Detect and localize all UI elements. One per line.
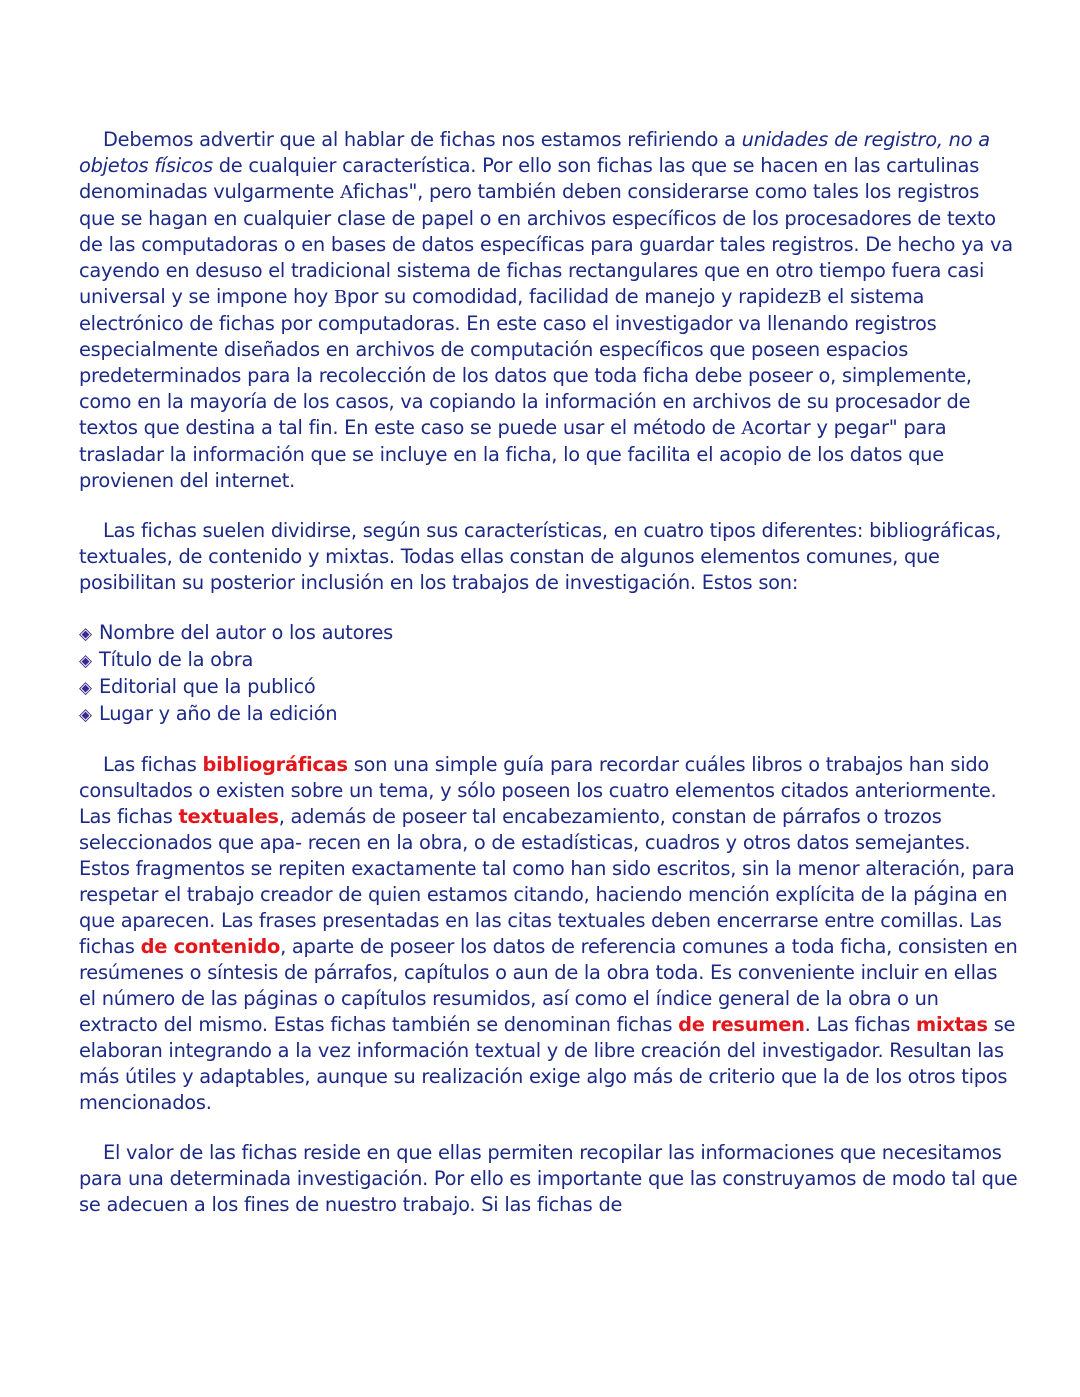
diamond-bullet-icon: ◈ xyxy=(79,651,92,671)
text-span: por su comodidad, facilidad de manejo y rapidez xyxy=(346,285,809,308)
encoding-glyph: B xyxy=(333,287,347,308)
text-span: . Las fichas xyxy=(804,1013,917,1036)
highlight-bibliograficas: bibliográficas xyxy=(202,753,348,776)
list-item xyxy=(79,620,1019,647)
text-span: , aparte de poseer los datos de referencia comunes a toda ficha, consisten en resúmenes o síntesis de párrafos, capítulos o aun de la obra toda. Es conveniente incluir en ellas el número de las páginas o capítulos resumidos, así como el índice general de la obra o un extracto del mismo. Estas fichas también se denominan fichas xyxy=(79,935,1018,1036)
encoding-glyph: A xyxy=(340,182,353,203)
list-item xyxy=(79,674,1019,701)
text-span: Las fichas xyxy=(103,753,203,776)
list-item-text: Lugar y año de la edición xyxy=(99,702,338,725)
encoding-glyph: A xyxy=(741,418,755,439)
diamond-bullet-icon: ◈ xyxy=(79,705,92,725)
paragraph-valor-fichas: El valor de las fichas reside en que ellas permiten recopilar las informaciones que necesitamos para una determinada investigación. Por ello es importante que las construyamos de modo tal que se adecuen a los fines de nuestro trabajo. Si las fichas de xyxy=(79,1141,1018,1216)
list-item-text: Editorial que la publicó xyxy=(99,675,316,698)
highlight-textuales: textuales xyxy=(178,805,279,828)
text-span: el sistema electrónico de fichas por computadoras. En este caso el investigador va llenando registros especialmente diseñados en archivos de computación específicos que poseen espacios predeterminados para la recolección de los datos que toda ficha debe poseer o, simplemente, como en la mayoría de los casos, va copiando la información en archivos de su procesador de textos que destina a tal fin. En este caso se puede usar el método de xyxy=(79,285,972,439)
highlight-de-contenido: de contenido xyxy=(140,935,281,958)
text-span: se elaboran integrando a la vez información textual y de libre creación del investigador. Resultan las más útiles y adaptables, aunque su realización exige algo más de criterio que la de los otros tipos mencionados. xyxy=(79,1013,1016,1114)
list-item xyxy=(79,647,1019,674)
encoding-glyph: B xyxy=(808,287,822,308)
text-span: fichas", pero también deben considerarse como tales los registros que se hagan en cualquier clase de papel o en archivos específicos de los procesadores de texto de las computadoras o en bases de datos específicas para guardar tales registros. De hecho ya va cayendo en desuso el tradicional sistema de fichas rectangulares que en otro tiempo fuera casi universal y se impone hoy xyxy=(79,180,1013,308)
common-elements-list xyxy=(79,620,1019,728)
list-item-text: Nombre del autor o los autores xyxy=(99,621,394,644)
highlight-de-resumen: de resumen xyxy=(678,1013,805,1036)
text-span: de cualquier característica. Por ello son fichas las que se hacen en las cartulinas denominadas vulgarmente xyxy=(79,154,980,203)
list-item-text: Título de la obra xyxy=(99,648,254,671)
text-span: son una simple guía para recordar cuáles libros o trabajos han sido consultados o existen sobre un tema, y sólo poseen los cuatro elementos citados anteriormente. Las fichas xyxy=(79,753,997,828)
text-span: , además de poseer tal encabezamiento, constan de párrafos o trozos seleccionados que apa- recen en la obra, o de estadísticas, cuadros y otros datos semejantes. Estos fragmentos se repiten exactamente tal como han sido escritos, sin la menor alteración, para respetar el trabajo creador de quien estamos citando, haciendo mención explícita de la página en que aparecen. Las frases presentadas en las citas textuales deben encerrarse entre comillas. Las fichas xyxy=(79,805,1015,958)
text-span: cortar y pegar" para trasladar la información que se incluye en la ficha, lo que facilita el acopio de los datos que provienen del internet. xyxy=(79,416,947,492)
document-page xyxy=(79,127,1019,1242)
diamond-bullet-icon: ◈ xyxy=(79,624,92,644)
diamond-bullet-icon: ◈ xyxy=(79,678,92,698)
text-span: Debemos advertir que al hablar de fichas nos estamos refiriendo a xyxy=(103,128,742,151)
list-item xyxy=(79,701,1019,728)
paragraph-fichas-definition xyxy=(79,127,1019,494)
paragraph-descripcion-tipos xyxy=(79,752,1019,1116)
highlight-mixtas: mixtas xyxy=(916,1013,988,1036)
italic-phrase: unidades de registro, no a objetos físicos xyxy=(79,128,990,177)
paragraph-tipos-de-fichas: Las fichas suelen dividirse, según sus características, en cuatro tipos diferentes: bibliográficas, textuales, de contenido y mixtas. Todas ellas constan de algunos elementos comunes, que posibilitan su posterior inclusión en los trabajos de investigación. Estos son: xyxy=(79,519,1002,594)
